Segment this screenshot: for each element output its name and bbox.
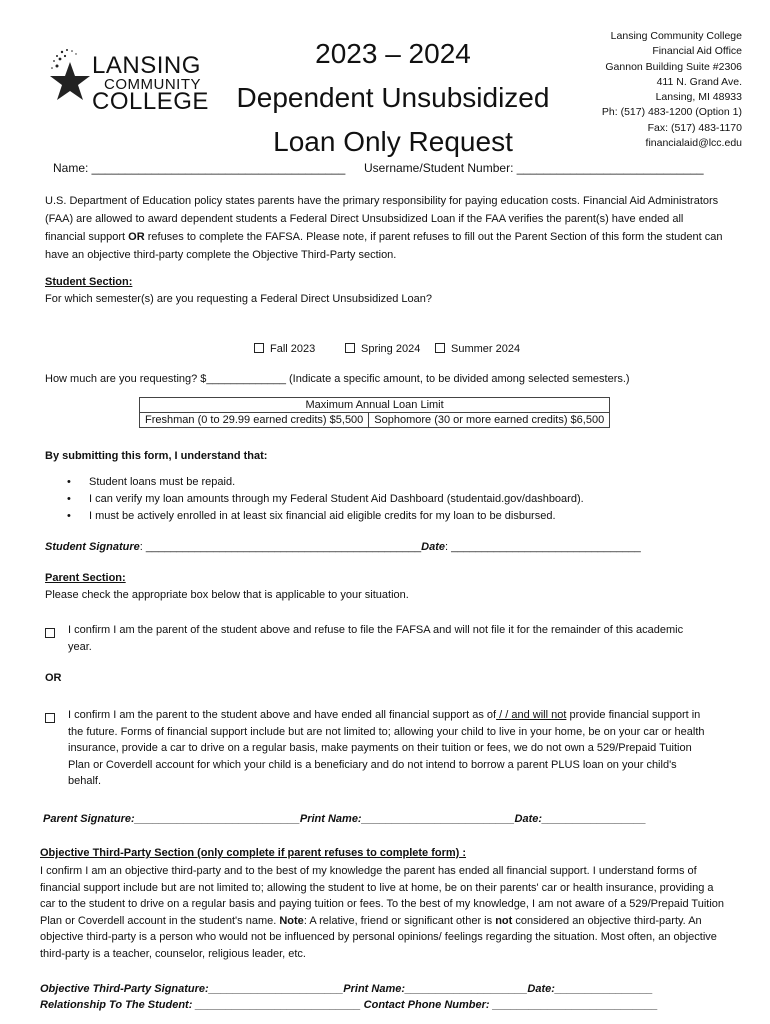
summer-2024-checkbox[interactable] [435, 343, 520, 355]
logo-line-college: COLLEGE [92, 88, 209, 115]
loan-limit-table [139, 397, 610, 428]
student-signature-line[interactable] [45, 541, 641, 553]
checkbox-icon[interactable] [435, 343, 445, 353]
title-line2: Dependent Unsubsidized [236, 82, 550, 113]
intro-paragraph [45, 192, 725, 264]
college-logo [48, 44, 218, 116]
understand-list [45, 474, 725, 525]
third-party-heading: Objective Third-Party Section (only complete if parent refuses to complete form) : [40, 847, 467, 859]
or-separator: OR [45, 672, 62, 684]
contact-line: Ph: (517) 483-1200 (Option 1) [601, 106, 742, 119]
freshman-cell: Freshman (0 to 29.99 earned credits) $5,500 [140, 413, 369, 428]
option2-text-b: and will [511, 709, 552, 721]
parent-section-heading: Parent Section: [45, 572, 126, 584]
contact-line: Fax: (517) 483-1170 [647, 121, 742, 134]
checkbox-icon[interactable] [45, 628, 55, 638]
summer-label: Summer 2024 [451, 343, 521, 355]
list-item: • I must be actively enrolled in at least six financial aid eligible credits for my loan to be disbursed. [45, 508, 725, 525]
fall-label: Fall 2023 [270, 343, 316, 355]
support-end-date-field[interactable]: / / [496, 709, 512, 721]
option2-not: not [551, 709, 567, 721]
checkbox-icon[interactable] [254, 343, 264, 353]
username-field[interactable]: Username/Student Number: ____________________________ [364, 161, 704, 175]
intro-text-1: U.S. Department of Education policy states parents have the primary responsibility for paying education costs. Financial Aid Administrators (FAA) are allowed to award dependent students a Federal Direct Unsubsidized Loan if the FAA verifies the parent(s) have ended all financial support [45, 195, 719, 243]
third-party-text-1: I confirm I am an objective third-party and to the best of my knowledge the parent has ended all financial support. I understand forms of financial support include but are not limited to; allowing the student to live at home, be on their parents' car or health insurance, providing a car to the student to drive on a regular basis and paying tuition or fees. To the best of my knowledge, I am not aware of a 529/Prepaid Tuition Plan or Coverdell account in the student's name. [40, 865, 725, 927]
list-item: • Student loans must be repaid. [45, 474, 725, 491]
contact-email[interactable]: financialaid@lcc.edu [645, 137, 742, 150]
third-party-signature-line[interactable]: Objective Third-Party Signature:______________________Print Name:____________________Date:________________ [40, 983, 653, 995]
intro-or: OR [128, 231, 145, 243]
checkbox-icon[interactable] [45, 713, 55, 723]
student-date-label: Date [421, 541, 445, 553]
contact-block [602, 29, 742, 151]
spring-2024-checkbox[interactable] [345, 343, 420, 355]
contact-line: Lansing, MI 48933 [655, 91, 742, 104]
page-title [228, 32, 558, 164]
not-emphasis: not [495, 914, 513, 927]
student-signature-field[interactable]: : _____________________________________________ [139, 541, 422, 553]
contact-line: Financial Aid Office [652, 45, 742, 58]
contact-line: Gannon Building Suite #2306 [605, 60, 742, 73]
third-party-text-2: : A relative, friend or significant other is [303, 914, 496, 927]
checkbox-icon[interactable] [345, 343, 355, 353]
parent-option2-text [68, 707, 708, 790]
relationship-phone-line[interactable]: Relationship To The Student: ___________________________ Contact Phone Number: ___________________________ [40, 999, 658, 1011]
third-party-text-3: considered an objective third-party. An objective third-party is a person who would not be influenced by personal opinions/ feelings regarding the situation. Most often, an objective third-party is a teacher, counselor, religious leader, etc. [40, 914, 717, 960]
name-field[interactable]: Name: ______________________________________ [53, 161, 346, 175]
semester-question: For which semester(s) are you requesting a Federal Direct Unsubsidized Loan? [45, 293, 433, 305]
third-party-paragraph [40, 863, 730, 962]
parent-option2-checkbox[interactable] [45, 710, 61, 728]
fall-2023-checkbox[interactable] [254, 343, 315, 355]
option2-text-c: provide financial support in the future. Forms of financial support include but are not limited to; allowing your child to live in your home, be on your car or health insurance, provide a car to drive on a regular basis, make payments on their tuition or fees, we do not own a 529/Prepaid Tuition Plan or Coverdell account for which your child is a beneficiary and do not intend to borrow a parent PLUS loan on your child's behalf. [68, 709, 705, 787]
parent-signature-line[interactable]: Parent Signature:___________________________Print Name:_________________________Date:_________________ [43, 813, 647, 825]
parent-option1-checkbox[interactable] [45, 625, 61, 643]
logo-line-community: COMMUNITY [104, 76, 201, 93]
spring-label: Spring 2024 [361, 343, 421, 355]
student-section-heading: Student Section: [45, 276, 133, 288]
note-label: Note [279, 914, 304, 927]
parent-instruction: Please check the appropriate box below that is applicable to your situation. [45, 589, 409, 601]
list-item: • I can verify my loan amounts through my Federal Student Aid Dashboard (studentaid.gov/dashboard). [45, 491, 725, 508]
sophomore-cell: Sophomore (30 or more earned credits) $6,500 [369, 413, 610, 428]
parent-option1-text: I confirm I am the parent of the student above and refuse to file the FAFSA and will not file it for the remainder of this academic year. [68, 624, 684, 653]
title-line3: Loan Only Request [273, 126, 513, 157]
intro-text-2: refuses to complete the FAFSA. Please note, if parent refuses to fill out the Parent Section of this form the student can have an objective third-party complete the Objective Third-Party section. [45, 231, 723, 261]
amount-field[interactable]: How much are you requesting? $_____________ (Indicate a specific amount, to be divided among selected semesters.) [45, 373, 630, 385]
student-date-field[interactable]: : _______________________________ [445, 541, 641, 553]
title-years: 2023 – 2024 [315, 38, 471, 69]
understand-heading: By submitting this form, I understand that: [45, 450, 268, 462]
table-header: Maximum Annual Loan Limit [140, 398, 610, 413]
contact-line: 411 N. Grand Ave. [656, 75, 742, 88]
contact-line: Lansing Community College [610, 30, 742, 42]
student-signature-label: Student Signature [45, 541, 140, 553]
option2-text-a: I confirm I am the parent to the student above and have ended all financial support as of [68, 709, 497, 721]
logo-line-lansing: LANSING [92, 52, 201, 79]
